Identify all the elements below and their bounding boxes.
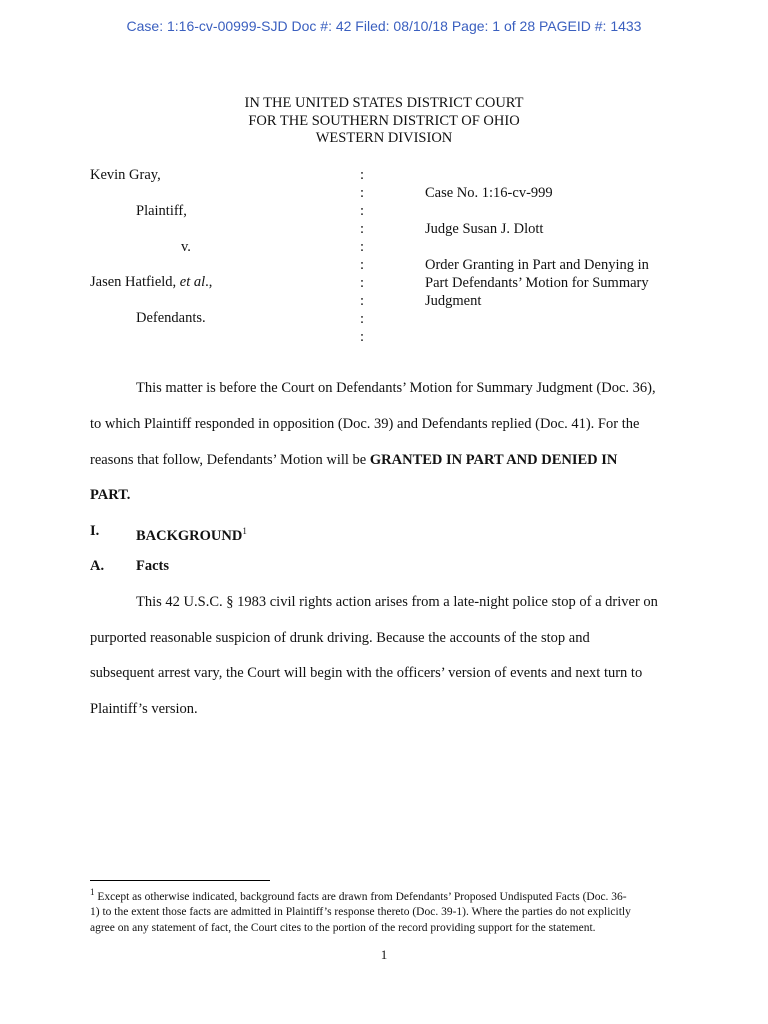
order-title-line-1: Order Granting in Part and Denying in <box>425 257 649 273</box>
footnote <box>90 885 690 936</box>
court-line-1: IN THE UNITED STATES DISTRICT COURT <box>244 95 524 111</box>
defendant-role: Defendants. <box>136 310 206 326</box>
court-line-2: FOR THE SOUTHERN DISTRICT OF OHIO <box>248 112 520 129</box>
page-number: 1 <box>380 947 388 962</box>
versus: v. <box>181 239 191 255</box>
section-1-number: I. <box>90 523 100 539</box>
intro-ruling: GRANTED IN PART AND DENIED IN <box>369 452 618 468</box>
footnote-line-2: 1) to the extent those facts are admitted in Plaintiff’s response thereto (Doc. 39-1). Where the parties do not explicitly <box>90 906 631 919</box>
caption-colons: : : : : : : : : : : <box>360 167 365 345</box>
section-a-title: Facts <box>136 558 170 574</box>
footnote-ref-1: 1 <box>242 526 247 536</box>
footnote-mark: 1 <box>90 887 95 897</box>
footnote-divider <box>90 880 270 881</box>
facts-line-2: purported reasonable suspicion of drunk driving. Because the accounts of the stop and <box>90 630 590 646</box>
defendant-etal: et al <box>179 274 206 290</box>
footnote-line-1 <box>90 885 690 905</box>
plaintiff-name: Kevin Gray, <box>90 167 161 183</box>
order-title-line-3: Judgment <box>425 293 482 309</box>
facts-line-1: This 42 U.S.C. § 1983 civil rights action arises from a late-night police stop of a driver on <box>136 594 658 610</box>
order-title <box>425 256 649 310</box>
intro-line-1: This matter is before the Court on Defendants’ Motion for Summary Judgment (Doc. 36), <box>136 380 656 396</box>
case-header: Case: 1:16-cv-00999-SJD Doc #: 42 Filed: 08/10/18 Page: 1 of 28 PAGEID #: 1433 <box>126 18 642 34</box>
defendant-name <box>90 273 212 291</box>
intro-line-3-text: reasons that follow, Defendants’ Motion will be <box>90 452 370 468</box>
intro-line-3 <box>90 442 690 478</box>
intro-ruling-end: PART. <box>90 487 131 503</box>
footnote-line-3: agree on any statement of fact, the Court cites to the portion of the record providing support for the statement. <box>90 921 596 934</box>
plaintiff-role: Plaintiff, <box>136 203 187 219</box>
court-heading <box>0 95 768 148</box>
defendant-name-text: Jasen Hatfield, <box>90 274 180 290</box>
facts-line-3: subsequent arrest vary, the Court will begin with the officers’ version of events and next turn to <box>90 665 643 681</box>
footnote-line-1-text: Except as otherwise indicated, background facts are drawn from Defendants’ Proposed Undisputed Facts (Doc. 36- <box>94 890 627 903</box>
section-a-number: A. <box>90 558 105 574</box>
defendant-comma: ., <box>205 274 213 290</box>
facts-line-4: Plaintiff’s version. <box>90 701 198 717</box>
case-number: Case No. 1:16-cv-999 <box>425 185 553 201</box>
intro-line-2: to which Plaintiff responded in opposition (Doc. 39) and Defendants replied (Doc. 41). For the <box>90 416 640 432</box>
order-title-line-2: Part Defendants’ Motion for Summary <box>425 275 649 291</box>
judge-name: Judge Susan J. Dlott <box>425 221 544 237</box>
court-line-3: WESTERN DIVISION <box>315 130 453 146</box>
section-1-title-text: BACKGROUND <box>136 527 243 544</box>
